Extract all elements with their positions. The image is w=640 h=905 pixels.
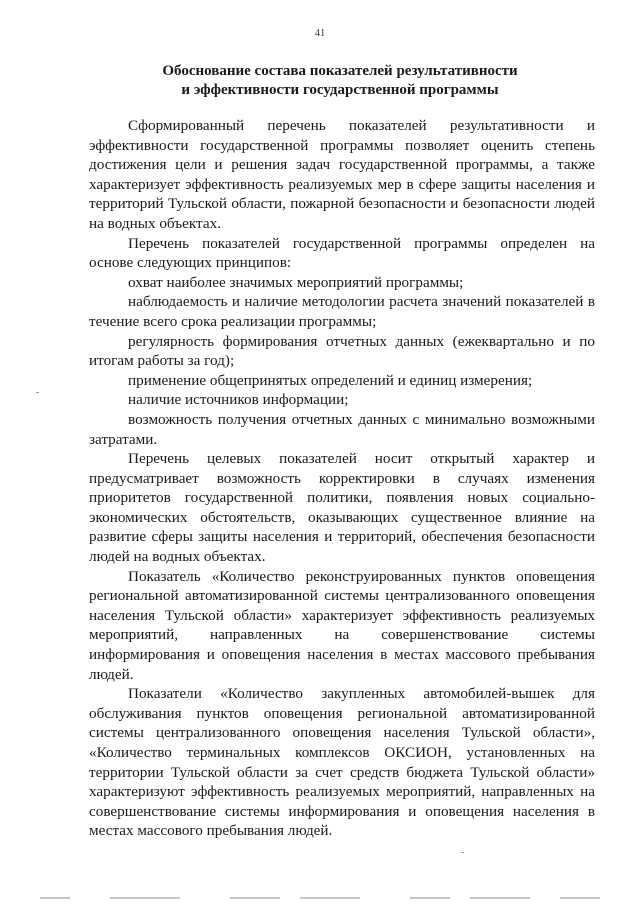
text-line: наблюдаемость и наличие методологии расчета значений показателей в	[128, 293, 595, 311]
text-line: местах массового пребывания людей.	[89, 822, 333, 840]
text-line: Перечень показателей государственной программы определен на	[128, 234, 595, 252]
list-item-principle	[89, 371, 595, 391]
text-line: совершенствование системы информирования и оповещения населения в	[89, 802, 595, 820]
text-line: эффективности государственной программы позволяет оценить степень	[89, 136, 595, 154]
text-line: обслуживания пунктов оповещения региональной автоматизированной	[89, 704, 595, 722]
text-line: экономических обстоятельств, оказывающих существенное влияние на	[89, 508, 595, 526]
text-line: мероприятий, направленных на совершенствование системы	[89, 626, 595, 644]
text-line: территорий Тульской области, пожарной безопасности и безопасности людей	[89, 195, 595, 213]
text-line: основе следующих принципов:	[89, 254, 292, 272]
text-line: Показатели «Количество закупленных автомобилей-вышек для	[128, 685, 595, 703]
paragraph-target-indicators	[89, 449, 595, 567]
document-body	[89, 116, 595, 841]
text-line: системы централизованного оповещения населения Тульской области»,	[89, 724, 595, 742]
text-line: характеризуют эффективность реализуемых мероприятий, направленных на	[89, 783, 595, 801]
scan-speck	[36, 392, 39, 393]
paragraph-principles-intro	[89, 234, 595, 273]
text-line: людей на водных объектах.	[89, 548, 266, 566]
list-item-principle	[89, 410, 595, 449]
text-line: достижения цели и решения задач государственной программы, а также	[89, 156, 595, 174]
text-line: региональной автоматизированной системы централизованного оповещения	[89, 587, 595, 605]
text-line: регулярность формирования отчетных данных (ежеквартально и по	[128, 332, 595, 350]
text-line: «Количество терминальных комплексов ОКСИОН, установленных на	[89, 744, 595, 761]
text-line: течение всего срока реализации программы;	[89, 312, 377, 330]
list-item-principle	[89, 273, 595, 293]
text-line: Сформированный перечень показателей результативности и	[128, 117, 595, 134]
text-line: применение общепринятых определений и единиц измерения;	[128, 371, 533, 389]
text-line: Перечень целевых показателей носит открытый характер и	[128, 450, 595, 468]
paragraph-indicators-vehicles-oksion	[89, 684, 595, 841]
text-line: населения Тульской области» характеризует эффективность реализуемых	[89, 606, 595, 624]
text-line: предусматривает возможность корректировки в случаях изменения	[89, 469, 595, 487]
text-line: возможность получения отчетных данных с минимально возможными	[128, 410, 595, 428]
text-line: характеризует эффективность реализуемых мер в сфере защиты населения и	[89, 175, 595, 193]
paragraph-intro	[89, 116, 595, 234]
text-line: людей.	[89, 665, 134, 683]
title-line-1: Обоснование состава показателей результативности	[162, 63, 518, 79]
scan-speck	[461, 852, 464, 853]
text-line: развитие сферы защиты населения и территорий, обеспечения безопасности	[89, 528, 595, 546]
page-number: 41	[314, 28, 326, 39]
document-title	[90, 62, 590, 100]
text-line: наличие источников информации;	[128, 391, 349, 409]
text-line: информирования и оповещения населения в местах массового пребывания	[89, 646, 595, 664]
paragraph-indicator-reconstructed	[89, 567, 595, 685]
text-line: приоритетов государственной политики, появления новых социально-	[89, 489, 595, 507]
list-item-principle	[89, 292, 595, 331]
text-line: на водных объектах.	[89, 214, 222, 232]
text-line: Показатель «Количество реконструированных пунктов оповещения	[128, 567, 595, 585]
text-line: охват наиболее значимых мероприятий программы;	[128, 273, 464, 291]
text-line: территории Тульской области за счет средств бюджета Тульской области»	[89, 763, 595, 781]
list-item-principle	[89, 332, 595, 371]
list-item-principle	[89, 390, 595, 410]
title-line-2: и эффективности государственной программы	[181, 82, 499, 98]
text-line: затратами.	[89, 430, 158, 448]
text-line: итогам работы за год);	[89, 352, 235, 370]
scan-edge-artifact	[0, 897, 640, 901]
